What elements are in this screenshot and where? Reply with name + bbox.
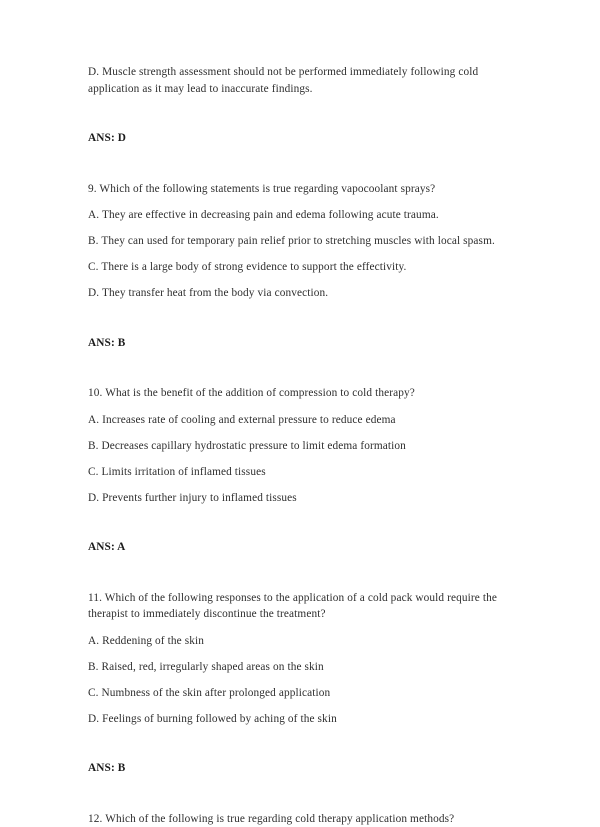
- spacer: [88, 701, 512, 711]
- question-11-option-a[interactable]: A. Reddening of the skin: [88, 633, 512, 650]
- spacer: [88, 777, 512, 811]
- spacer: [88, 454, 512, 464]
- spacer: [88, 351, 512, 385]
- answer-key-q9: ANS: B: [88, 335, 512, 352]
- answer-key-q10: ANS: A: [88, 539, 512, 556]
- spacer: [88, 727, 512, 760]
- spacer: [88, 556, 512, 590]
- question-9-option-c[interactable]: C. There is a large body of strong evidence to support the effectivity.: [88, 259, 512, 276]
- carryover-option-text: D. Muscle strength assessment should not be performed immediately following cold application as it may lead to inaccurate findings.: [88, 64, 512, 97]
- spacer: [88, 276, 512, 286]
- question-stem-9: 9. Which of the following statements is true regarding vapocoolant sprays?: [88, 181, 512, 198]
- question-9-option-d[interactable]: D. They transfer heat from the body via convection.: [88, 285, 512, 302]
- question-block-10: [88, 385, 512, 506]
- question-block-12: [88, 811, 512, 827]
- question-11-option-c[interactable]: C. Numbness of the skin after prolonged application: [88, 685, 512, 702]
- spacer: [88, 649, 512, 659]
- spacer: [88, 402, 512, 412]
- question-block-9: [88, 181, 512, 302]
- spacer: [88, 97, 512, 130]
- spacer: [88, 302, 512, 335]
- question-stem-11: 11. Which of the following responses to the application of a cold pack would require the therapist to immediately discontinue the treatment?: [88, 590, 512, 623]
- question-10-option-d[interactable]: D. Prevents further injury to inflamed tissues: [88, 490, 512, 507]
- question-11-option-b[interactable]: B. Raised, red, irregularly shaped areas on the skin: [88, 659, 512, 676]
- spacer: [88, 506, 512, 539]
- answer-key-q8: ANS: D: [88, 130, 512, 147]
- spacer: [88, 224, 512, 234]
- question-block-11: [88, 590, 512, 728]
- answer-key-q11: ANS: B: [88, 760, 512, 777]
- spacer: [88, 623, 512, 633]
- question-9-option-a[interactable]: A. They are effective in decreasing pain and edema following acute trauma.: [88, 207, 512, 224]
- spacer: [88, 147, 512, 181]
- spacer: [88, 428, 512, 438]
- question-10-option-a[interactable]: A. Increases rate of cooling and external pressure to reduce edema: [88, 412, 512, 429]
- spacer: [88, 480, 512, 490]
- spacer: [88, 197, 512, 207]
- spacer: [88, 250, 512, 260]
- question-10-option-c[interactable]: C. Limits irritation of inflamed tissues: [88, 464, 512, 481]
- page-content: [88, 64, 512, 827]
- question-10-option-b[interactable]: B. Decreases capillary hydrostatic pressure to limit edema formation: [88, 438, 512, 455]
- spacer: [88, 675, 512, 685]
- question-11-option-d[interactable]: D. Feelings of burning followed by aching of the skin: [88, 711, 512, 728]
- question-9-option-b[interactable]: B. They can used for temporary pain relief prior to stretching muscles with local spasm.: [88, 233, 512, 250]
- question-stem-12: 12. Which of the following is true regarding cold therapy application methods?: [88, 811, 512, 827]
- question-stem-10: 10. What is the benefit of the addition of compression to cold therapy?: [88, 385, 512, 402]
